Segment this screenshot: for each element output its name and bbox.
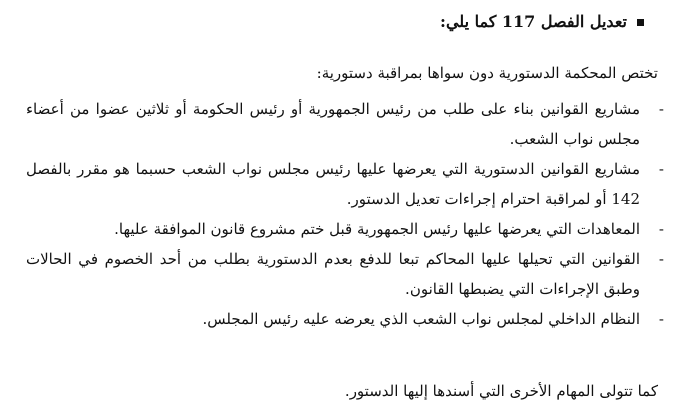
intro-paragraph: تختص المحكمة الدستورية دون سواها بمراقبة دستورية: [316, 64, 658, 82]
list-item-text: مشاريع القوانين بناء على طلب من رئيس الجمهورية أو رئيس الحكومة أو ثلاثين عضوا من أعضاء مجلس نواب الشعب. [26, 100, 640, 148]
dash-marker: - [658, 250, 664, 268]
list-item-text: المعاهدات التي يعرضها عليها رئيس الجمهورية قبل ختم مشروع قانون الموافقة عليها. [114, 220, 640, 238]
list-item [26, 214, 666, 244]
heading-text: تعديل الفصل 117 كما يلي: [440, 12, 627, 31]
closing-paragraph: كما تتولى المهام الأخرى التي أسندها إليها الدستور. [344, 382, 658, 400]
list-item-text: مشاريع القوانين الدستورية التي يعرضها عليها رئيس مجلس نواب الشعب حسبما هو مقرر بالفصل 142 أو لمراقبة احترام إجراءات تعديل الدستور. [26, 160, 640, 208]
section-heading [440, 10, 644, 34]
dash-marker: - [658, 100, 664, 118]
dash-marker: - [658, 160, 664, 178]
list-item [26, 94, 666, 154]
provisions-list [26, 94, 666, 334]
list-item [26, 304, 666, 334]
dash-marker: - [658, 310, 664, 328]
square-bullet-icon [637, 19, 644, 26]
list-item [26, 244, 666, 304]
list-item [26, 154, 666, 214]
dash-marker: - [658, 220, 664, 238]
list-item-text: القوانين التي تحيلها عليها المحاكم تبعا للدفع بعدم الدستورية بطلب من أحد الخصوم في الحالات وطبق الإجراءات التي يضبطها القانون. [26, 250, 640, 298]
list-item-text: النظام الداخلي لمجلس نواب الشعب الذي يعرضه عليه رئيس المجلس. [202, 310, 640, 328]
